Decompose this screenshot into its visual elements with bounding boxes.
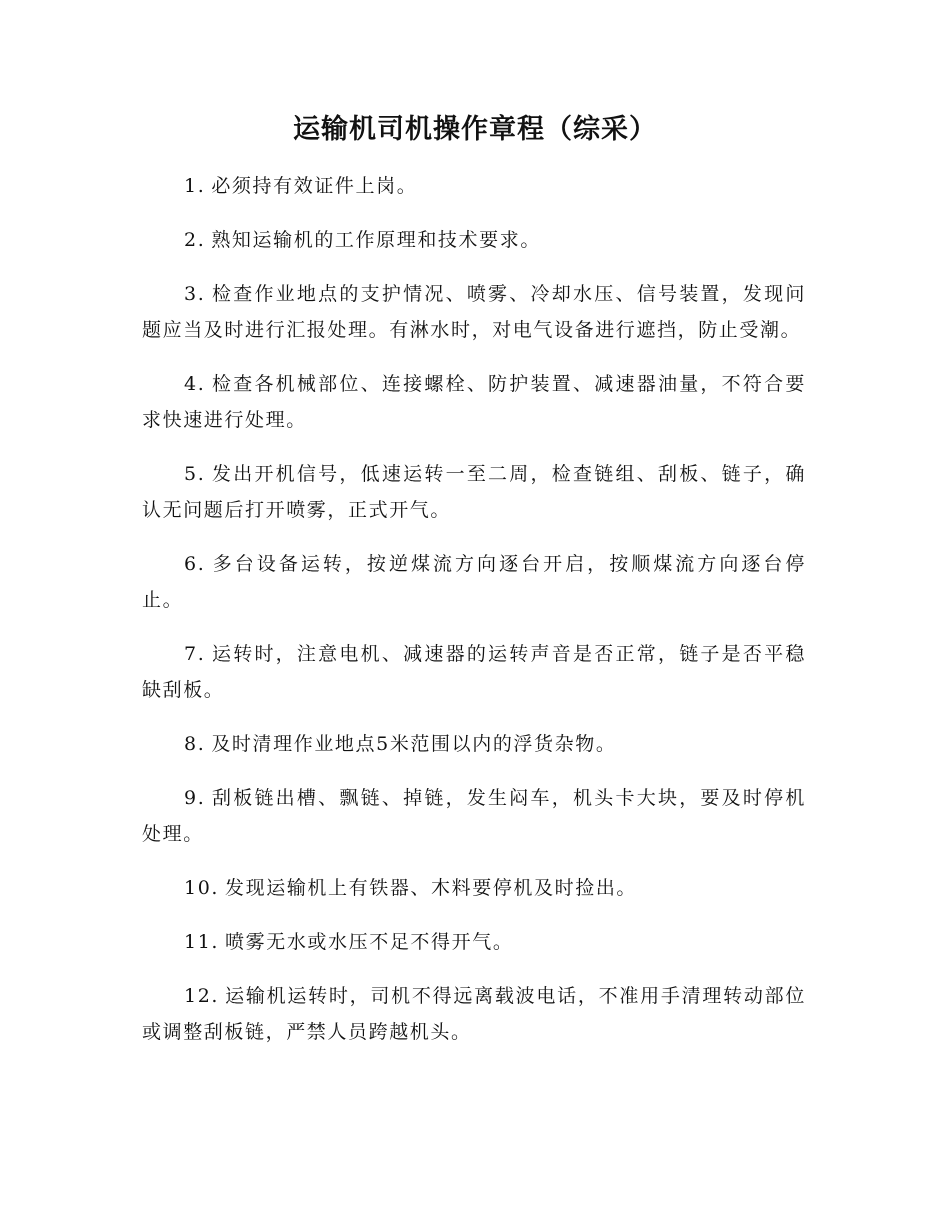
item-text: 熟知运输机的工作原理和技术要求。: [211, 229, 541, 251]
list-item: [142, 636, 806, 708]
list-item: [142, 726, 806, 762]
item-number: 4.: [184, 373, 206, 395]
list-item: [142, 366, 806, 438]
item-text: 发出开机信号，低速运转一至二周，检查链组、刮板、链子，确认无问题后打开喷雾，正式开气。: [142, 463, 806, 521]
item-text: 检查各机械部位、连接螺栓、防护装置、减速器油量，不符合要求快速进行处理。: [142, 373, 806, 431]
list-item: [142, 456, 806, 528]
item-text: 多台设备运转，按逆煤流方向逐台开启，按顺煤流方向逐台停止。: [142, 553, 806, 611]
list-item: [142, 546, 806, 618]
item-text: 喷雾无水或水压不足不得开气。: [225, 931, 514, 953]
item-text: 必须持有效证件上岗。: [211, 175, 418, 197]
item-number: 1.: [184, 175, 206, 197]
item-number: 9.: [184, 787, 206, 809]
list-item: [142, 222, 806, 258]
item-number: 3.: [184, 283, 206, 305]
item-number: 8.: [184, 733, 206, 755]
item-text: 刮板链出槽、飘链、掉链，发生闷车，机头卡大块，要及时停机处理。: [142, 787, 806, 845]
item-number: 5.: [184, 463, 206, 485]
item-number: 10.: [184, 877, 220, 899]
procedure-list: [142, 168, 806, 1068]
item-text: 运输机运转时，司机不得远离载波电话，不准用手清理转动部位或调整刮板链，严禁人员跨越机头。: [142, 985, 806, 1043]
item-number: 7.: [184, 643, 206, 665]
item-number: 11.: [184, 931, 220, 953]
list-item: [142, 924, 806, 960]
item-text: 及时清理作业地点5米范围以内的浮货杂物。: [211, 733, 617, 755]
list-item: [142, 870, 806, 906]
item-text: 运转时，注意电机、减速器的运转声音是否正常，链子是否平稳缺刮板。: [142, 643, 806, 701]
item-number: 2.: [184, 229, 206, 251]
list-item: [142, 168, 806, 204]
item-number: 6.: [184, 553, 206, 575]
list-item: [142, 978, 806, 1050]
list-item: [142, 276, 806, 348]
list-item: [142, 780, 806, 852]
item-number: 12.: [184, 985, 220, 1007]
item-text: 检查作业地点的支护情况、喷雾、冷却水压、信号装置，发现问题应当及时进行汇报处理。有淋水时，对电气设备进行遮挡，防止受潮。: [142, 283, 806, 341]
item-text: 发现运输机上有铁器、木料要停机及时捡出。: [225, 877, 638, 899]
document-title: 运输机司机操作章程（综采）: [293, 114, 657, 145]
